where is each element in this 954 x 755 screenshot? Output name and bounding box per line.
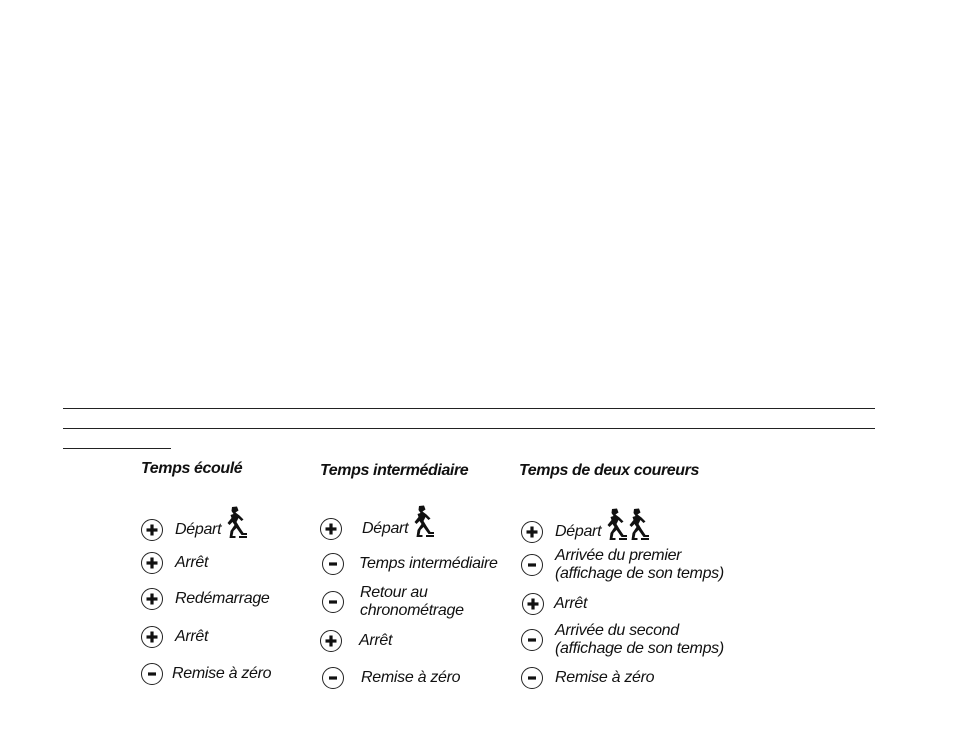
- step-label: Arrêt: [175, 554, 209, 571]
- plus-button-icon: [141, 626, 163, 648]
- step-label-line-1: Arrivée du second: [555, 622, 679, 639]
- two-runners-row-stop: [522, 593, 587, 615]
- elapsed-row-stop-2: [141, 626, 208, 648]
- plus-button-icon: [320, 630, 342, 652]
- elapsed-row-start: [141, 514, 247, 546]
- column-title-elapsed: Temps écoulé: [141, 460, 243, 477]
- minus-button-icon: [322, 591, 344, 613]
- column-title-split: Temps intermédiaire: [320, 462, 469, 479]
- plus-button-icon: [141, 588, 163, 610]
- middle-rule: [63, 428, 875, 429]
- step-label: Temps intermédiaire: [359, 555, 498, 572]
- plus-button-icon: [141, 552, 163, 574]
- split-row-start: [320, 513, 434, 545]
- short-rule: [63, 448, 171, 449]
- minus-button-icon: [521, 554, 543, 576]
- two-runners-row-start: [521, 516, 649, 548]
- step-label-line-1: Arrivée du premier: [555, 547, 682, 564]
- step-label-line-1: Retour au: [360, 584, 428, 601]
- step-label-line-2: (affichage de son temps): [555, 640, 724, 657]
- minus-button-icon: [521, 667, 543, 689]
- plus-button-icon: [522, 593, 544, 615]
- minus-button-icon: [322, 553, 344, 575]
- runner-icon: [623, 508, 649, 540]
- split-row-reset: [322, 667, 460, 689]
- step-label: Remise à zéro: [172, 665, 272, 682]
- step-label: Arrêt: [359, 632, 393, 649]
- plus-button-icon: [521, 521, 543, 543]
- minus-button-icon: [322, 667, 344, 689]
- top-rule: [63, 408, 875, 409]
- step-label: Remise à zéro: [555, 669, 655, 686]
- step-label: Départ: [362, 520, 409, 537]
- two-runners-row-reset: [521, 667, 654, 689]
- plus-button-icon: [141, 519, 163, 541]
- column-title-two-runners: Temps de deux coureurs: [519, 462, 699, 479]
- minus-button-icon: [521, 629, 543, 651]
- step-label-two-line: [360, 584, 464, 620]
- minus-button-icon: [141, 663, 163, 685]
- step-label-line-2: chronométrage: [360, 602, 464, 619]
- split-row-intermediate: [322, 553, 498, 575]
- two-runners-row-second: [521, 622, 724, 658]
- step-label-two-line: [555, 547, 724, 583]
- split-row-stop: [320, 630, 392, 652]
- split-row-return: [322, 584, 464, 620]
- step-label: Redémarrage: [175, 590, 270, 607]
- step-label: Arrêt: [554, 595, 588, 612]
- elapsed-row-reset: [141, 663, 271, 685]
- runner-icon: [221, 506, 247, 538]
- two-runners-row-first: [521, 547, 724, 583]
- step-label-two-line: [555, 622, 724, 658]
- runner-icon: [408, 505, 434, 537]
- step-label: Départ: [175, 521, 222, 538]
- step-label: Départ: [555, 523, 602, 540]
- step-label: Remise à zéro: [361, 669, 461, 686]
- step-label: Arrêt: [175, 628, 209, 645]
- step-label-line-2: (affichage de son temps): [555, 565, 724, 582]
- elapsed-row-stop-1: [141, 552, 208, 574]
- plus-button-icon: [320, 518, 342, 540]
- elapsed-row-restart: [141, 588, 270, 610]
